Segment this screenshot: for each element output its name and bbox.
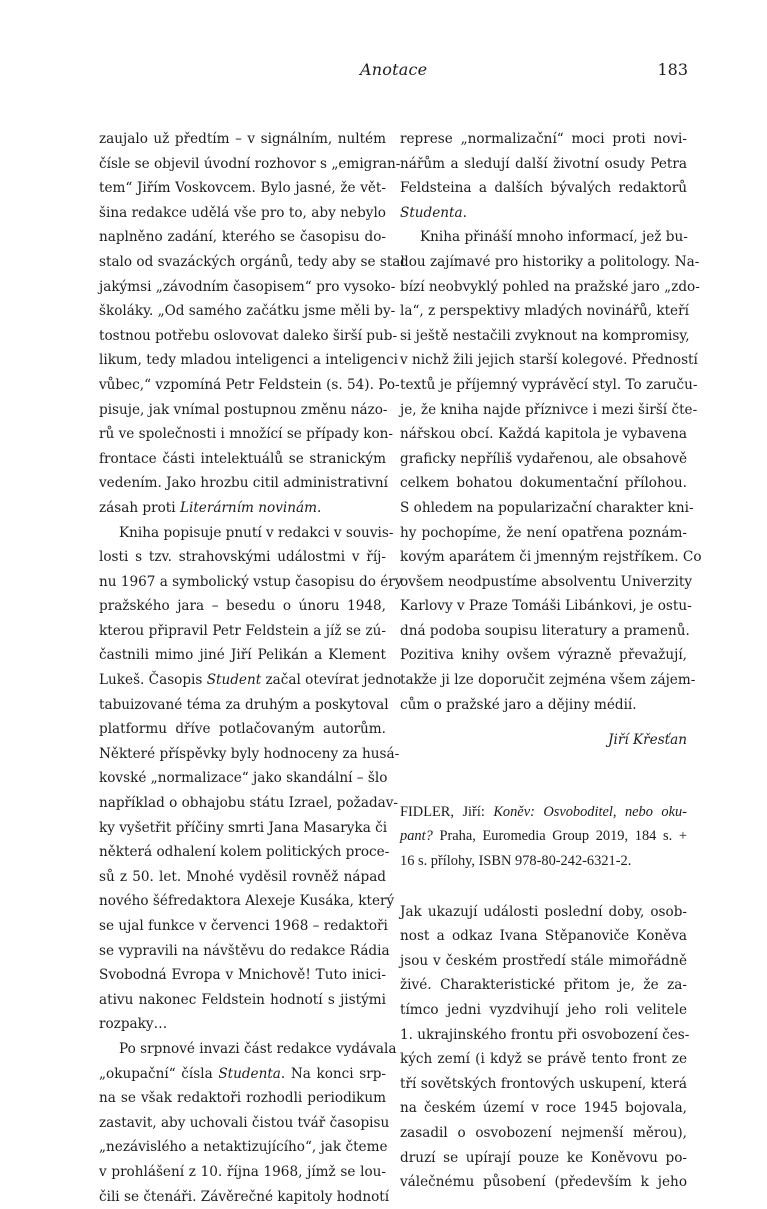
text-line: dou zajímavé pro historiky a politology. Na-: [400, 253, 700, 270]
text-line: Pozitiva knihy ovšem výrazně převažují,: [400, 647, 687, 664]
text-line: rozpaky…: [99, 1016, 168, 1033]
italic-title: Literárním novinám: [179, 499, 317, 516]
text-line: Jak ukazují události poslední doby, osob-: [400, 903, 687, 920]
text-line: represe „normalizační“ moci proti novi-: [400, 131, 687, 147]
italic-title: Student: [206, 672, 262, 689]
text-line: la“, z perspektivy mladých novinářů, kteří: [400, 303, 689, 320]
text-line: nářskou obcí. Každá kapitola je vybavena: [400, 426, 687, 443]
text-line: bízí neobvyklý pohled na pražské jaro „zdo-: [400, 278, 700, 295]
text-line: kých zemí (i když se právě tento front ze: [400, 1051, 687, 1068]
text-line: rů ve společnosti i množící se případy kon-: [99, 426, 393, 443]
author-signature: Jiří Křesťan: [608, 732, 687, 749]
text-run: . Na konci srp-: [280, 1065, 386, 1082]
running-header: [100, 60, 688, 84]
italic-title: Studenta: [400, 204, 463, 221]
spacer: [400, 874, 687, 900]
text-line: [400, 800, 687, 825]
text-line: frontace části intelektuálů se stranickým: [99, 450, 386, 467]
text-line: se vypravili na návštěvu do redakce Rádia: [99, 942, 390, 959]
text-line: [99, 1062, 386, 1087]
text-line: vůbec,“ vzpomíná Petr Feldstein (s. 54). Po-: [99, 376, 400, 393]
text-line: častnili mimo jiné Jiří Pelikán a Klement: [99, 647, 386, 664]
text-run: „okupační“ čísla: [99, 1065, 219, 1082]
bibliographic-entry: [400, 800, 687, 874]
text-line: tabuizované téma za druhým a poskytoval: [99, 696, 389, 713]
paragraph: [99, 127, 405, 521]
text-line: pisuje, jak vnímal postupnou změnu názo-: [99, 401, 388, 418]
text-line: nářům a sledují další životní osudy Petra: [400, 155, 687, 172]
text-run: začal otevírat jedno: [261, 672, 402, 689]
text-line: stalo od svazáckých orgánů, tedy aby se stal: [99, 253, 405, 270]
text-line: Feldsteina a dalších bývalých redaktorů: [400, 180, 687, 197]
text-line: Po srpnové invazi část redakce vydávala: [119, 1040, 397, 1057]
text-line: „nezávislého a netaktizujícího“, jak čteme: [99, 1139, 388, 1156]
text-line: si ještě nestačili zvyknout na kompromisy,: [400, 327, 690, 344]
text-line: dná podoba soupisu literatury a pramenů.: [400, 622, 690, 639]
text-line: likum, tedy mladou inteligenci a inteligenci: [99, 352, 399, 369]
text-line: čísle se objevil úvodní rozhovor s „emigran-: [99, 155, 401, 172]
text-run: Lukeš. Časopis: [99, 672, 207, 689]
page-number: 183: [657, 60, 688, 79]
text-line: ovšem neodpustíme absolventu Univerzity: [400, 573, 693, 590]
text-run: FIDLER, Jiří:: [400, 803, 494, 820]
italic-title: Koněv: Osvoboditel, nebo oku-: [493, 803, 687, 820]
text-line: druzí se upírají pouze ke Koněvovu po-: [400, 1149, 687, 1166]
text-line: 16 s. přílohy, ISBN 978-80-242-6321-2.: [400, 853, 632, 870]
text-line: některá odhalení kolem politických proce-: [99, 844, 390, 861]
text-line: ativu nakonec Feldstein hodnotí s jistými: [99, 991, 386, 1008]
text-line: tímco jedni vyzdvihují jeho roli velitele: [400, 1002, 687, 1018]
text-line: sů z 50. let. Mnohé vyděsil rovněž nápad: [99, 868, 386, 885]
text-line: ky vyšetřit příčiny smrti Jana Masaryka či: [99, 819, 388, 836]
text-line: v prohlášení z 10. října 1968, jímž se lou-: [99, 1163, 386, 1180]
text-line: jsou v českém prostředí stále mimořádně: [400, 952, 687, 969]
text-line: hy pochopíme, že není opatřena poznám-: [400, 524, 687, 541]
text-line: na se však redaktoři rozhodli periodikum: [99, 1090, 386, 1107]
text-line: nost a odkaz Ivana Stěpanoviče Koněva: [400, 928, 687, 945]
text-run: Praha, Euromedia Group 2019, 184 s. +: [432, 828, 687, 845]
text-line: v nichž žili jejich starší kolegové. Předností: [400, 352, 698, 369]
text-line: textů je příjemný vyprávěcí styl. To zaruču-: [400, 376, 698, 393]
text-line: Některé příspěvky byly hodnoceny za husá-: [99, 745, 400, 762]
text-run: zásah proti: [99, 499, 180, 516]
text-line: 1. ukrajinského frontu při osvobození čes-: [400, 1026, 690, 1043]
text-line: jakýmsi „závodním časopisem“ pro vysoko-: [99, 278, 396, 295]
text-line: takže ji lze doporučit zejména všem zájem-: [400, 672, 696, 689]
text-line: vedením. Jako hrozbu citil administrativní: [99, 475, 388, 492]
text-line: [400, 824, 687, 849]
text-run: .: [462, 204, 467, 221]
text-line: cům o pražské jaro a dějiny médií.: [400, 696, 637, 713]
text-line: celkem bohatou dokumentační přílohou.: [400, 475, 687, 492]
text-line: tem“ Jiřím Voskovcem. Bylo jasné, že vět-: [99, 180, 386, 197]
text-line: kovské „normalizace“ jako skandální – šlo: [99, 770, 388, 787]
italic-title: pant?: [400, 828, 433, 845]
text-run: .: [316, 499, 322, 516]
right-column: [400, 127, 702, 1195]
text-line: S ohledem na popularizační charakter kni-: [400, 499, 694, 516]
text-line: graficky nepříliš vydařenou, ale obsahově: [400, 450, 688, 467]
text-line: nu 1967 a symbolický vstup časopisu do éry: [99, 573, 403, 590]
text-line: [99, 668, 402, 693]
text-line: [99, 496, 386, 521]
running-title: Anotace: [360, 60, 428, 79]
text-line: Kniha popisuje pnutí v redakci v souvis-: [119, 524, 394, 541]
text-line: školáky. „Od samého začátku jsme měli by-: [99, 303, 396, 320]
paragraph: [400, 127, 687, 225]
text-line: se ujal funkce v červenci 1968 – redaktoři: [99, 918, 388, 934]
text-line: válečnému působení (především k jeho: [400, 1174, 687, 1191]
text-line: zasadil o osvobození nejmenší měrou),: [400, 1124, 687, 1141]
text-line: losti s tzv. strahovskými událostmi v říj-: [99, 549, 386, 566]
text-line: živé. Charakteristické přitom je, že za-: [400, 977, 687, 994]
text-line: kovým aparátem či jmenným rejstříkem. Co: [400, 549, 702, 566]
text-line: pražského jara – besedu o únoru 1948,: [99, 598, 386, 615]
paragraph: [400, 900, 690, 1195]
text-line: Svobodná Evropa v Mnichově! Tuto inici-: [99, 967, 386, 984]
text-line: například o obhajobu státu Izrael, požadav-: [99, 795, 399, 812]
text-line: kterou připravil Petr Feldstein a jíž se zú-: [99, 622, 386, 639]
text-line: zastavit, aby uchovali čistou tvář časopisu: [99, 1114, 390, 1131]
paragraph: [99, 1037, 397, 1209]
text-line: tří sovětských frontových uskupení, která: [400, 1075, 687, 1092]
text-line: je, že kniha najde příznivce i mezi širší čte-: [400, 401, 698, 418]
text-line: [400, 201, 687, 226]
text-line: zaujalo už předtím – v signálním, nultém: [99, 131, 386, 147]
text-line: tostnou potřebu oslovovat daleko širší pub-: [99, 327, 398, 344]
text-line: Karlovy v Praze Tomáši Libánkovi, je ostu-: [400, 598, 692, 615]
left-column: [99, 127, 405, 1209]
text-line: platformu dříve potlačovaným autorům.: [99, 721, 386, 738]
text-line: na českém území v roce 1945 bojovala,: [400, 1100, 687, 1117]
paragraph: [400, 225, 702, 717]
text-line: šina redakce udělá vše pro to, aby nebylo: [99, 204, 386, 221]
text-line: čili se čtenáři. Závěrečné kapitoly hodnotí: [99, 1188, 390, 1205]
text-line: Kniha přináší mnoho informací, jež bu-: [420, 229, 688, 246]
paragraph: [99, 521, 403, 1037]
text-line: naplněno zadání, kterého se časopisu do-: [99, 229, 386, 246]
text-line: nového šéfredaktora Alexeje Kusáka, který: [99, 893, 395, 910]
italic-title: Studenta: [218, 1065, 281, 1082]
